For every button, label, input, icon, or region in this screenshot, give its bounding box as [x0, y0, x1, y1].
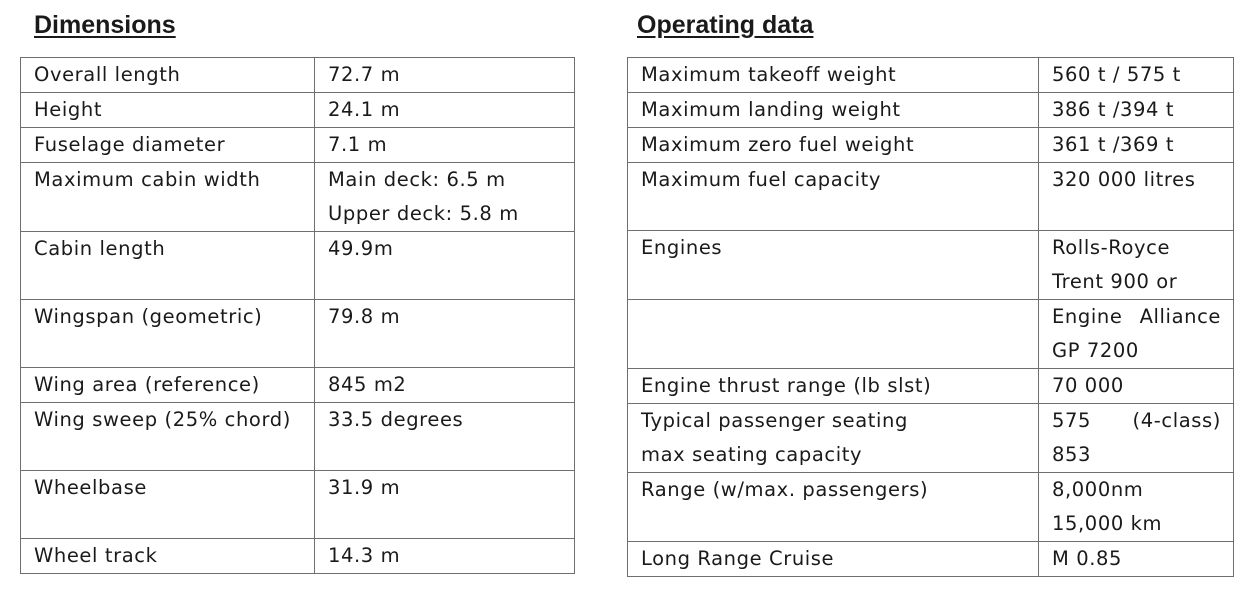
row-value: 31.9 m: [328, 476, 401, 499]
row-value: 70 000: [1052, 374, 1124, 397]
row-value-cell: [1039, 93, 1234, 128]
table-row: [21, 58, 575, 93]
row-value-cell: [315, 403, 575, 471]
row-label: Maximum fuel capacity: [641, 168, 882, 191]
row-label: max seating capacity: [641, 443, 863, 466]
table-row: [628, 231, 1234, 300]
row-value: 386 t /394 t: [1052, 98, 1175, 121]
row-value-cell: [1039, 58, 1234, 93]
row-value: Main deck: 6.5 m: [328, 168, 506, 191]
row-label: Wing sweep (25% chord): [34, 408, 291, 431]
row-label: Maximum cabin width: [34, 168, 261, 191]
row-label-cell: [628, 369, 1039, 404]
table-row: [21, 471, 575, 539]
row-label: Engine thrust range (lb slst): [641, 374, 932, 397]
row-label-cell: [628, 231, 1039, 300]
table-row: [21, 163, 575, 232]
row-value: 320 000 litres: [1052, 168, 1196, 191]
row-label: Range (w/max. passengers): [641, 478, 929, 501]
row-label: Cabin length: [34, 237, 166, 260]
table-row: [628, 163, 1234, 231]
row-label: Fuselage diameter: [34, 133, 226, 156]
row-value: 79.8 m: [328, 305, 401, 328]
row-value-cell: [315, 232, 575, 300]
row-label: Maximum landing weight: [641, 98, 901, 121]
row-value: 853: [1052, 443, 1092, 466]
row-value-cell: [1039, 300, 1234, 369]
row-value: 15,000 km: [1052, 512, 1163, 535]
row-value: 7.1 m: [328, 133, 388, 156]
table-row: [21, 300, 575, 368]
table-row: [628, 93, 1234, 128]
row-value: 575 (4-class): [1052, 409, 1221, 432]
row-value-cell: [315, 300, 575, 368]
row-label: Long Range Cruise: [641, 547, 835, 570]
row-value-cell: [1039, 404, 1234, 473]
row-label-cell: [628, 58, 1039, 93]
row-value: Upper deck: 5.8 m: [328, 202, 519, 225]
row-label-cell: [628, 404, 1039, 473]
row-value-cell: [315, 368, 575, 403]
row-value-cell: [1039, 542, 1234, 577]
row-label-cell: [21, 128, 315, 163]
table-row: [21, 232, 575, 300]
row-value: M 0.85: [1052, 547, 1123, 570]
row-label-cell: [21, 232, 315, 300]
row-label-cell: [21, 403, 315, 471]
row-label-cell: [21, 58, 315, 93]
table-row: [628, 473, 1234, 542]
row-label: Wheelbase: [34, 476, 147, 499]
row-value-cell: [1039, 231, 1234, 300]
row-value: Rolls-Royce: [1052, 236, 1171, 259]
row-label-cell: [628, 163, 1039, 231]
row-value: Engine Alliance: [1052, 305, 1221, 328]
row-label: Wheel track: [34, 544, 158, 567]
table-row: [628, 300, 1234, 369]
table-row: [628, 404, 1234, 473]
row-label: Wingspan (geometric): [34, 305, 263, 328]
operating-data-table: [627, 57, 1234, 577]
row-value: 72.7 m: [328, 63, 401, 86]
row-value-cell: [1039, 163, 1234, 231]
row-label: [641, 300, 1038, 334]
row-value: 49.9m: [328, 237, 394, 260]
dimensions-heading: Dimensions: [34, 11, 176, 39]
row-value-cell: [315, 58, 575, 93]
row-value: Trent 900 or: [1052, 270, 1178, 293]
row-label-cell: [21, 368, 315, 403]
row-label-cell: [628, 473, 1039, 542]
operating-data-heading: Operating data: [637, 11, 814, 39]
row-label-cell: [628, 300, 1039, 369]
dimensions-table: [20, 57, 575, 574]
row-label-cell: [628, 93, 1039, 128]
table-row: [21, 93, 575, 128]
table-row: [628, 128, 1234, 163]
row-label-cell: [21, 539, 315, 574]
row-label: Engines: [641, 236, 723, 259]
row-value-cell: [315, 539, 575, 574]
row-label: Typical passenger seating: [641, 409, 908, 432]
row-value: 845 m2: [328, 373, 407, 396]
table-row: [628, 58, 1234, 93]
row-value-cell: [1039, 369, 1234, 404]
row-label-cell: [21, 300, 315, 368]
row-label-cell: [628, 542, 1039, 577]
row-value: 14.3 m: [328, 544, 401, 567]
row-value: GP 7200: [1052, 339, 1139, 362]
row-label: Wing area (reference): [34, 373, 260, 396]
row-value-cell: [315, 128, 575, 163]
row-value-cell: [1039, 128, 1234, 163]
table-row: [628, 369, 1234, 404]
row-label: Height: [34, 98, 103, 121]
table-row: [21, 403, 575, 471]
row-value: 24.1 m: [328, 98, 401, 121]
row-label: Maximum zero fuel weight: [641, 133, 915, 156]
row-value-cell: [315, 163, 575, 232]
row-value: 560 t / 575 t: [1052, 63, 1181, 86]
row-label-cell: [628, 128, 1039, 163]
row-label-cell: [21, 163, 315, 232]
row-label-cell: [21, 471, 315, 539]
table-row: [21, 368, 575, 403]
table-row: [628, 542, 1234, 577]
row-label-cell: [21, 93, 315, 128]
row-value-cell: [1039, 473, 1234, 542]
row-label: Maximum takeoff weight: [641, 63, 897, 86]
row-value-cell: [315, 93, 575, 128]
table-row: [21, 539, 575, 574]
row-value-cell: [315, 471, 575, 539]
row-value: 33.5 degrees: [328, 408, 464, 431]
row-value: 8,000nm: [1052, 478, 1144, 501]
row-value: 361 t /369 t: [1052, 133, 1175, 156]
row-label: Overall length: [34, 63, 181, 86]
table-row: [21, 128, 575, 163]
